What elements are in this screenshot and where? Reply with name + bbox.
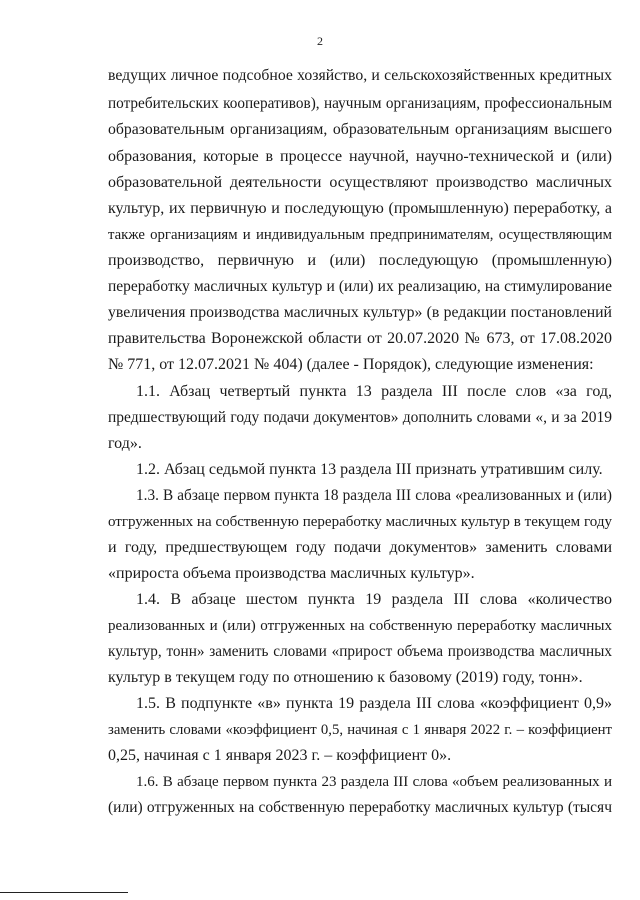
paragraph-1-3-line: 1.3. В абзаце первом пункта 18 раздела III слова «реализованных и (или) (136, 487, 612, 504)
text-line: правительства Воронежской области от 20.07.2020 № 673, от 17.08.2020 (108, 330, 612, 347)
text-line: (или) отгруженных на собственную переработку масличных культур (тысяч (108, 799, 612, 816)
paragraph-1-6-line: 1.6. В абзаце первом пункта 23 раздела III слова «объем реализованных и (136, 774, 612, 790)
paragraph-1-1-line: 1.1. Абзац четвертый пункта 13 раздела III после слов «за год, (136, 383, 612, 400)
text-line: также организациям и индивидуальным предпринимателям, осуществляющим (108, 227, 612, 243)
text-line: 0,25, начиная с 1 января 2023 г. – коэффициент 0». (108, 747, 452, 764)
text-line: увеличения производства масличных культур» (в редакции постановлений (108, 304, 612, 321)
text-line: культур, тонн» заменить словами «прирост объема производства масличных (108, 643, 612, 660)
text-line: ведущих личное подсобное хозяйство, и сельскохозяйственных кредитных (108, 67, 612, 84)
text-line: № 771, от 12.07.2021 № 404) (далее - Порядок), следующие изменения: (108, 356, 594, 373)
paragraph-1-5-line: 1.5. В подпункте «в» пункта 19 раздела III слова «коэффициент 0,9» (136, 695, 612, 712)
text-line: заменить словами «коэффициент 0,5, начиная с 1 января 2022 г. – коэффициент (108, 722, 612, 738)
text-line: образовательным организациям, образовательным организациям высшего (108, 121, 612, 138)
text-line: образования, которые в процессе научной, научно-технической и (или) (108, 148, 612, 165)
text-line: отгруженных на собственную переработку масличных культур в текущем году (108, 514, 612, 530)
text-line: и году, предшествующем году подачи документов» заменить словами (108, 539, 612, 556)
page-number: 2 (317, 34, 323, 48)
text-line: культур, их первичную и последующую (промышленную) переработку, а (108, 200, 612, 217)
text-line: предшествующий году подачи документов» дополнить словами «, и за 2019 (108, 409, 612, 426)
text-line: потребительских кооперативов), научным организациям, профессиональным (108, 95, 612, 112)
text-line: образовательной деятельности осуществляют производство масличных (108, 174, 612, 191)
paragraph-1-2-line: 1.2. Абзац седьмой пункта 13 раздела III признать утратившим силу. (136, 461, 603, 478)
paragraph-1-4-line: 1.4. В абзаце шестом пункта 19 раздела III слова «количество (136, 591, 612, 608)
text-line: переработку масличных культур и (или) их реализацию, на стимулирование (108, 278, 612, 295)
text-line: производство, первичную и (или) последующую (промышленную) (108, 252, 612, 269)
footer-rule (0, 892, 128, 893)
text-line: «прироста объема производства масличных культур». (108, 565, 475, 582)
text-line: культур в текущем году по отношению к базовому (2019) году, тонн». (108, 669, 583, 686)
text-line: реализованных и (или) отгруженных на собственную переработку масличных (108, 618, 612, 634)
text-line: год». (108, 435, 142, 452)
